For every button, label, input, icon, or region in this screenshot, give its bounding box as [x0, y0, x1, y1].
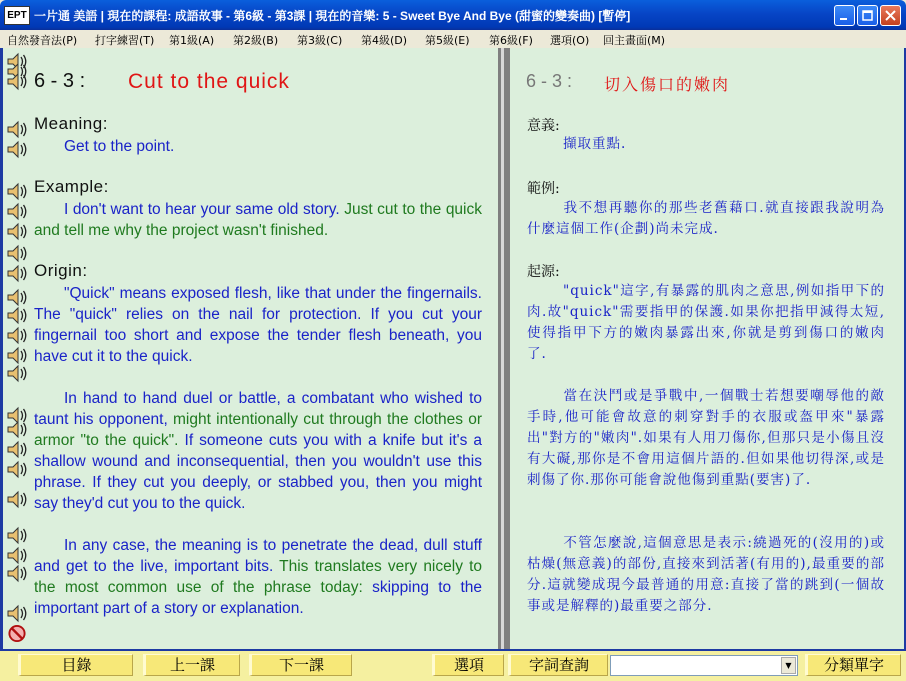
speaker-icon[interactable]	[5, 306, 29, 325]
categories-button[interactable]: 分類單字	[805, 654, 901, 676]
minimize-icon	[839, 10, 850, 21]
speaker-icon[interactable]	[5, 182, 29, 201]
speaker-icon[interactable]	[5, 604, 29, 623]
chinese-origin-paragraph-1: "quick"這字,有暴露的肌肉之意思,例如指甲下的肉.故"quick"需要指甲的保護.如果你把指甲減得太短,使得指甲下方的嫩肉暴露出來,你就是剪到傷口的嫩肉了.	[527, 283, 885, 362]
minimize-button[interactable]	[834, 5, 855, 26]
speaker-icon[interactable]	[5, 546, 29, 565]
speaker-icon[interactable]	[5, 346, 29, 365]
menu-level-1[interactable]: 第1級(A)	[169, 34, 215, 47]
lesson-number: 6 - 3 :	[34, 70, 86, 92]
stop-icon[interactable]	[5, 624, 29, 643]
origin-paragraph-2: In hand to hand duel or battle, a combatant who wished to taunt his opponent, might intentionally cut through the clothes or armor "to the quick". If someone cuts you with a knife but it's a shallow wound and inconsequential, then you wouldn't use this phrase. If they cut you deeply, or stabbed you, then you might say they'd cut you to the quick.	[34, 390, 483, 512]
category-combobox[interactable]	[610, 655, 798, 676]
previous-lesson-button[interactable]: 上一課	[143, 654, 240, 676]
pane-splitter[interactable]	[498, 48, 510, 649]
meaning-heading: Meaning:	[34, 114, 108, 133]
speaker-icon[interactable]	[5, 526, 29, 545]
maximize-button[interactable]	[857, 5, 878, 26]
menu-level-3[interactable]: 第3級(C)	[297, 34, 343, 47]
menu-home[interactable]: 回主畫面(M)	[603, 34, 666, 47]
dictionary-button[interactable]: 字詞查詢	[508, 654, 608, 676]
maximize-icon	[862, 10, 873, 21]
speaker-icon[interactable]	[5, 460, 29, 479]
menu-level-5[interactable]: 第5級(E)	[425, 34, 470, 47]
speaker-icon[interactable]	[5, 222, 29, 241]
menu-phonics[interactable]: 自然發音法(P)	[7, 34, 78, 47]
contents-button[interactable]: 目錄	[18, 654, 133, 676]
speaker-icon[interactable]	[5, 244, 29, 263]
menu-level-2[interactable]: 第2級(B)	[233, 34, 279, 47]
speaker-icon[interactable]	[5, 440, 29, 459]
lesson-title: Cut to the quick	[128, 70, 290, 93]
next-lesson-button[interactable]: 下一課	[249, 654, 352, 676]
menu-level-6[interactable]: 第6級(F)	[489, 34, 533, 47]
chinese-lesson-number: 6 - 3 :	[526, 71, 573, 91]
chinese-pane	[510, 48, 904, 649]
origin-paragraph-1: "Quick" means exposed flesh, like that under the fingernails. The "quick" relies on the nail for protection. If you cut your fingernail too short and expose the tender flesh beneath, you have cut it to the quick.	[34, 285, 482, 365]
bottom-toolbar	[0, 651, 906, 681]
speaker-icon[interactable]	[5, 264, 29, 283]
chinese-example-text: 我不想再聽你的那些老舊藉口.就直接跟我說明為什麼這個工作(企劃)尚未完成.	[527, 200, 885, 237]
title-bar[interactable]	[0, 0, 906, 30]
window-title: 一片通 美語 | 現在的課程: 成語故事 - 第6級 - 第3課 | 現在的音樂: 5 - Sweet Bye And Bye (甜蜜的變奏曲) [暫停]	[34, 9, 631, 23]
dropdown-arrow-icon[interactable]: ▼	[781, 657, 796, 674]
chinese-origin-heading: 起源:	[527, 264, 560, 280]
options-button[interactable]: 選項	[432, 654, 504, 676]
speaker-icon[interactable]	[5, 140, 29, 159]
menu-level-4[interactable]: 第4級(D)	[361, 34, 408, 47]
close-button[interactable]	[880, 5, 901, 26]
menu-bar	[0, 30, 906, 49]
meaning-text: Get to the point.	[64, 138, 175, 155]
example-heading: Example:	[34, 177, 109, 196]
speaker-icon[interactable]	[5, 364, 29, 383]
chinese-lesson-title: 切入傷口的嫩肉	[604, 75, 731, 94]
chinese-example-heading: 範例:	[527, 181, 560, 197]
speaker-icon[interactable]	[5, 120, 29, 139]
close-icon	[885, 10, 896, 21]
origin-heading: Origin:	[34, 261, 88, 280]
speaker-icon[interactable]	[5, 564, 29, 583]
menu-options[interactable]: 選項(O)	[550, 34, 590, 47]
speaker-icon[interactable]	[5, 420, 29, 439]
speaker-icon[interactable]	[5, 326, 29, 345]
speaker-icon[interactable]	[5, 288, 29, 307]
menu-typing[interactable]: 打字練習(T)	[95, 34, 155, 47]
speaker-icon[interactable]	[5, 490, 29, 509]
origin-paragraph-3: In any case, the meaning is to penetrate the dead, dull stuff and get to the live, important bits. This translates very nicely to the most common use of the phrase today: skipping to the important part of a story or explanation.	[34, 537, 483, 617]
speaker-icon[interactable]	[5, 72, 29, 91]
chinese-meaning-text: 擷取重點.	[563, 136, 627, 152]
chinese-origin-paragraph-2: 當在決鬥或是爭戰中,一個戰士若想要嘲辱他的敵手時,他可能會故意的刺穿對手的衣服或盔甲來"暴露出"對方的"嫩肉".如果有人用刀傷你,但那只是小傷且沒有大礙,那你是不會用這個片語的.但如果他切得深,或是刺傷了你.那你可能會說他傷到重點(要害)了.	[527, 388, 885, 488]
english-pane	[3, 48, 498, 649]
example-text: I don't want to hear your same old story. Just cut to the quick and tell me why the project wasn't finished.	[34, 201, 482, 239]
speaker-icon[interactable]	[5, 202, 29, 221]
app-icon[interactable]: EPT	[4, 6, 30, 25]
chinese-origin-paragraph-3: 不管怎麼說,這個意思是表示:繞過死的(沒用的)或枯燥(無意義)的部份,直接來到活著(有用的),最重要的部分.這就變成現今最普通的用意:直接了當的跳到(一個故事或是解釋的)最重要之部分.	[527, 535, 885, 614]
chinese-meaning-heading: 意義:	[527, 118, 560, 134]
